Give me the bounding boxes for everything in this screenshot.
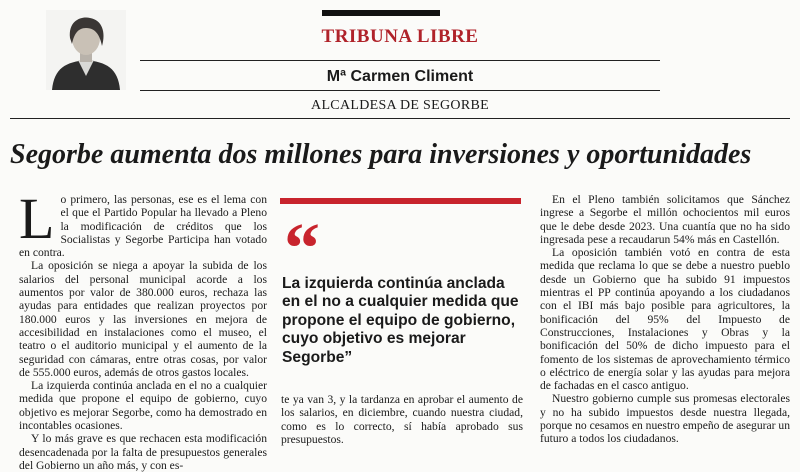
author-role: ALCALDESA DE SEGORBE [311,98,489,113]
author-portrait-image [46,10,126,90]
paragraph: te ya van 3, y la tardanza en aprobar el aumento de los salarios, en diciembre, cuando nuestra ciudad, como es lo correcto, sí había aprobado sus presupuestos. [281,393,523,446]
author-name: Mª Carmen Climent [326,68,474,85]
article-column-2 [281,393,523,446]
author-photo [46,10,126,90]
article-column-1 [19,186,267,472]
paragraph [19,186,267,260]
section-title: TRIBUNA LIBRE [321,26,479,47]
section-top-bar [322,10,440,16]
pullquote-text: La izquierda continúa anclada en el no a cualquier medida que propone el equipo de gobierno, cuyo objetivo es mejorar Segorbe” [282,275,519,366]
paragraph: La izquierda continúa anclada en el no a cualquier medida que propone el equipo de gobierno, cuyo objetivo es mejorar Segorbe, como ha demostrado en incontables ocasiones. [19,379,267,433]
paragraph: Y lo más grave es que rechacen esta modificación desencadenada por la falta de presupuestos generales del Gobierno un año más, y con es- [19,432,267,472]
paragraph-text: o primero, las personas, ese es el lema con el que el Partido Popular ha llevado a Pleno la modificación de créditos que los Socialistas y Segorbe Participa han votado en contra. [19,193,267,260]
drop-cap: L [19,186,55,251]
paragraph: La oposición también votó en contra de esta medida que reclama lo que se debe a nuestro pueblo desde un Gobierno que ha subido 91 impuestos mientras el PP continúa apoyando a los ciudadanos con el IBI más bajo posible para agricultores, la bonificación del 95% del Impuesto de Construcciones, Instalaciones y Obras y la bonificación del 50% de dicho impuesto para el fomento de los sistemas de aprovechamiento térmico o eléctrico de energía solar y las ayudas para mejora de fachadas en el casco antiguo. [540,246,790,393]
paragraph: En el Pleno también solicitamos que Sánchez ingrese a Segorbe el millón ochocientos mil euros que le debe desde 2023. Una cuantía que no ha sido ingresada pese a recaudarun 54% más en Castellón. [540,193,790,246]
divider [140,90,660,91]
divider [10,118,790,119]
divider [140,60,660,61]
pullquote-bar [280,198,521,204]
quote-mark-icon: “ [284,208,320,288]
paragraph: Nuestro gobierno cumple sus promesas electorales y no ha subido impuestos desde nuestra llegada, porque no cesamos en nuestro empeño de asegurar un futuro a todos los ciudadanos. [540,392,790,446]
headline: Segorbe aumenta dos millones para inversiones y oportunidades [10,139,752,170]
paragraph: La oposición se niega a apoyar la subida de los salarios del personal municipal acorde a los aumentos por valor de 380.000 euros, rechaza las ayudas para entidades que realizan proyectos por 180.000 euros y las inversiones en mejora de accesibilidad en instalaciones como el museo, el teatro o el auditorio municipal y el aumento de la seguridad con cámaras, entre otras cosas, por valor de 555.000 euros, además de otros gastos locales. [19,259,267,379]
article-column-3 [540,193,790,446]
